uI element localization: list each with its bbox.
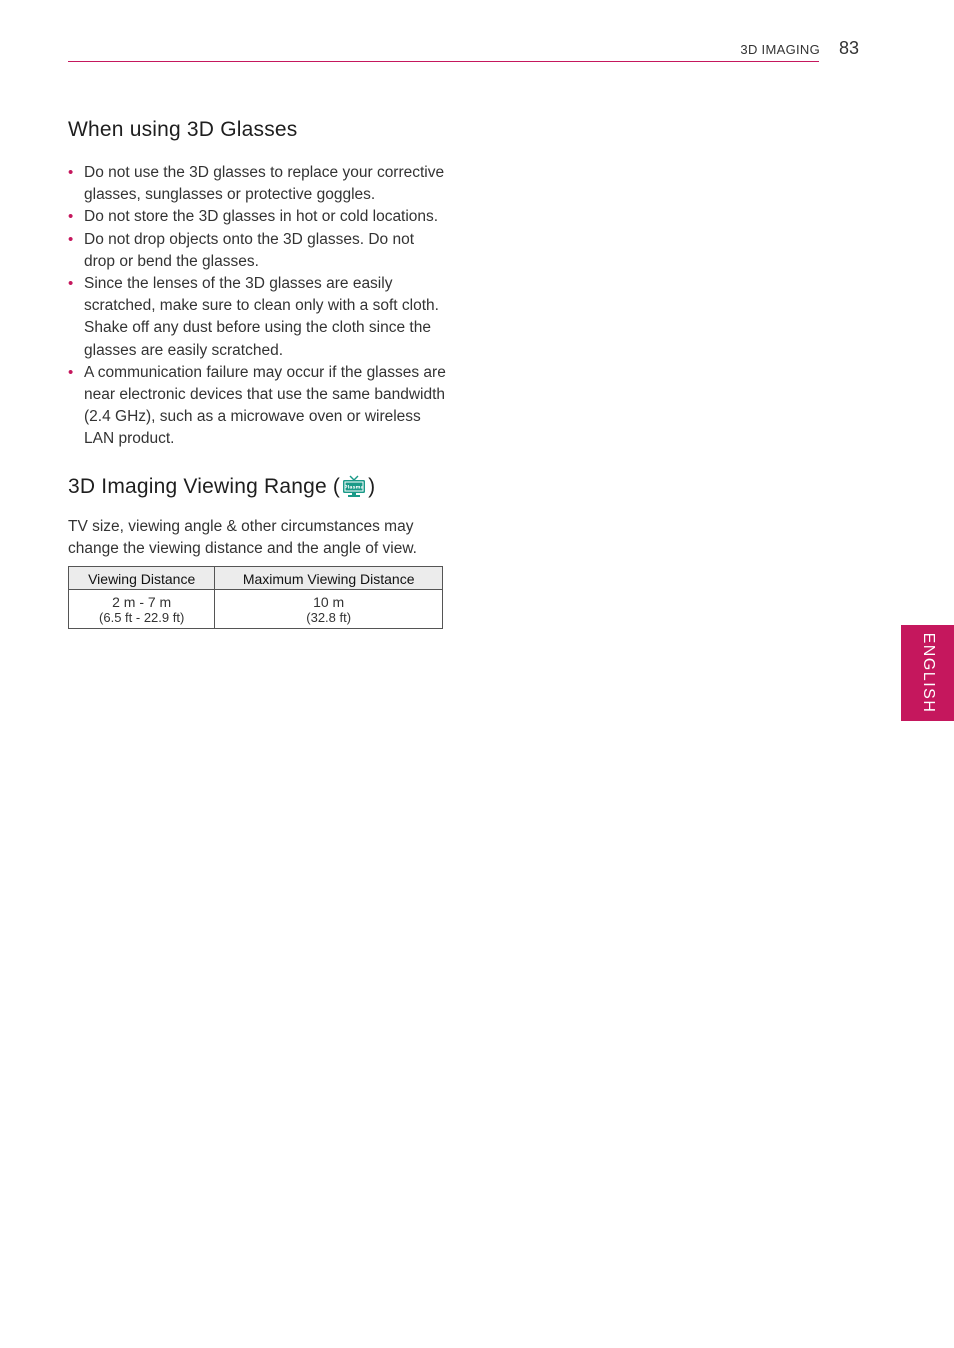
glasses-heading: When using 3D Glasses: [68, 118, 298, 141]
range-heading-close: ): [368, 474, 376, 498]
plasma-tv-icon: [341, 475, 367, 499]
header-rule: [68, 61, 819, 62]
plasma-icon-label: Plasma: [344, 484, 365, 490]
list-item: • Do not use the 3D glasses to replace your corrective glasses, sunglasses or protective goggles.: [68, 162, 446, 206]
language-label: ENGLISH: [919, 632, 937, 714]
range-heading-text: 3D Imaging Viewing Range (: [68, 474, 341, 498]
table-header-row: [69, 567, 443, 590]
list-item: • Since the lenses of the 3D glasses are easily scratched, make sure to clean only with a soft cloth. Shake off any dust before using the cloth since the glasses are easily scratched.: [68, 273, 446, 362]
table-cell: [215, 590, 443, 629]
page-header: [68, 38, 859, 64]
range-heading: [68, 475, 446, 499]
column-header: Viewing Distance: [69, 567, 215, 590]
viewing-range-table: [68, 566, 443, 629]
table-row: [69, 590, 443, 629]
viewing-distance-imperial: (6.5 ft - 22.9 ft): [99, 610, 185, 626]
range-description: TV size, viewing angle & other circumstances may change the viewing distance and the angle of view.: [68, 517, 417, 557]
glasses-bullet-list: [68, 162, 446, 451]
main-column: [68, 118, 446, 629]
max-distance-imperial: (32.8 ft): [306, 610, 352, 626]
page-number: 83: [838, 38, 859, 58]
column-header: Maximum Viewing Distance: [215, 567, 443, 590]
max-distance-metric: 10 m: [313, 594, 345, 611]
list-item: • Do not drop objects onto the 3D glasses. Do not drop or bend the glasses.: [68, 229, 446, 273]
viewing-distance-metric: 2 m - 7 m: [112, 594, 172, 611]
language-tab: [901, 625, 954, 721]
list-item: • A communication failure may occur if the glasses are near electronic devices that use the same bandwidth (2.4 GHz), such as a microwave oven or wireless LAN product.: [68, 362, 446, 451]
list-item: • Do not store the 3D glasses in hot or cold locations.: [68, 206, 446, 228]
section-label: 3D IMAGING: [740, 42, 820, 57]
table-cell: [69, 590, 215, 629]
